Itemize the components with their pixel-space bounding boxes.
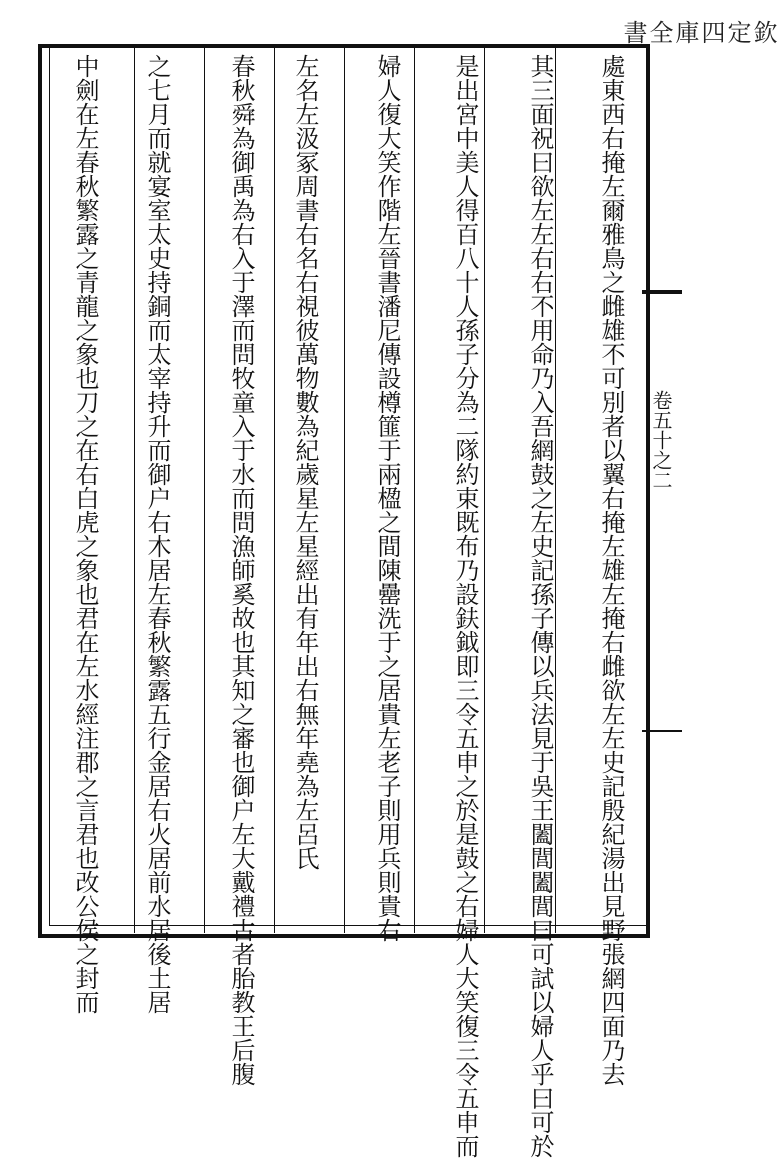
volume-marker: 卷五十之二 [649,390,673,490]
margin-rule [642,730,682,732]
text-column: 左名左汲冢周書右名右視彼萬物數為紀歲星左星經出有年出右無年堯為左呂氏 [291,54,319,870]
text-page [38,44,650,1158]
column-divider [134,48,135,933]
text-column: 中劍在左春秋繁露之青龍之象也刀之在右白虎之象也君在左水經注郡之言君也改公侯之封而 [71,54,99,1014]
book-title: 欽定四庫全書 [619,20,777,46]
column-divider [204,48,205,933]
column-divider [555,48,556,933]
page-margin [642,390,682,830]
column-divider [344,48,345,933]
text-column: 其三面祝曰欲左左右右不用命乃入吾網鼓之左史記孫子傳以兵法見于吳王闔閭闔閭曰可試以婦人乎曰可於 [526,54,554,1158]
text-column: 婦人復大笑作階左晉書潘尼傳設樽篚于兩楹之間陳罍洗于之居貴左老子則用兵則貴右 [373,54,401,942]
fishtail-mark [642,290,682,294]
column-divider [484,48,485,933]
text-column: 處東西右掩左爾雅鳥之雌雄不可別者以翼右掩左雄左掩右雌欲左左史記殷紀湯出見野張網四面乃去 [597,54,625,1086]
text-column: 春秋舜為御禹為右入于澤而問牧童入于水而問漁師奚故也其知之審也御户左大戴禮古者胎教王后腹 [227,54,255,1086]
text-column: 之七月而就宴室太史持銅而太宰持升而御户右木居左春秋繁露五行金居右火居前水居後土居 [143,54,171,1014]
text-block [49,48,646,1158]
text-column: 是出宮中美人得百八十人孫子分為二隊約束既布乃設鈇鉞即三令五申之於是鼓之右婦人大笑復三令五申而 [451,54,479,1158]
column-divider [414,48,415,933]
column-divider [274,48,275,933]
